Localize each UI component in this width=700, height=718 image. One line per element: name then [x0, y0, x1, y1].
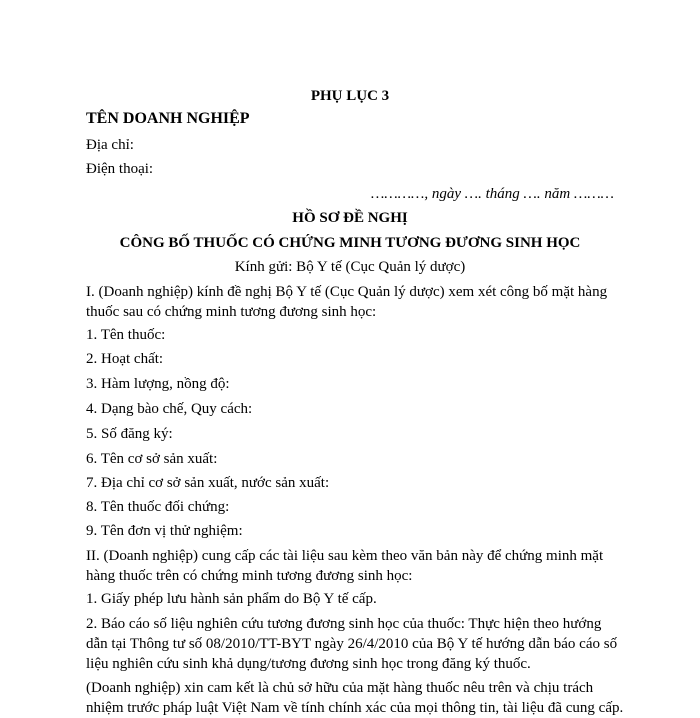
- list-item-testing-unit: 9. Tên đơn vị thử nghiệm:: [86, 523, 243, 539]
- list-item-manufacturer-address: 7. Địa chỉ cơ sở sản xuất, nước sản xuất:: [86, 475, 330, 491]
- phone-label: Điện thoại:: [86, 161, 154, 177]
- document-subtitle: CÔNG BỐ THUỐC CÓ CHỨNG MINH TƯƠNG ĐƯƠNG SINH HỌC: [119, 235, 581, 251]
- date-line: …………, ngày …. tháng …. năm ………: [371, 186, 614, 202]
- list-item-dosage-form: 4. Dạng bào chế, Quy cách:: [86, 401, 253, 417]
- list-item-drug-name: 1. Tên thuốc:: [86, 327, 166, 343]
- list-item-reference-drug: 8. Tên thuốc đối chứng:: [86, 499, 230, 515]
- company-name: TÊN DOANH NGHIỆP: [86, 110, 250, 127]
- list-item-strength: 3. Hàm lượng, nồng độ:: [86, 376, 230, 392]
- recipient-line: Kính gửi: Bộ Y tế (Cục Quản lý dược): [234, 259, 466, 275]
- list-item-report: 2. Báo cáo số liệu nghiên cứu tương đương sinh học của thuốc: Thực hiện theo hướng dẫn tại Thông tư số 08/2010/TT-BYT ngày 26/4/2010 của Bộ Y tế hướng dẫn báo cáo số liệu nghiên cứu sinh khả dụng/tương đương sinh học trong đăng ký thuốc.: [86, 616, 618, 672]
- annex-title: PHỤ LỤC 3: [310, 88, 390, 104]
- list-item-manufacturer: 6. Tên cơ sở sản xuất:: [86, 451, 218, 467]
- commitment-paragraph: (Doanh nghiệp) xin cam kết là chủ sở hữu của mặt hàng thuốc nêu trên và chịu trách nhiệm trước pháp luật Việt Nam về tính chính xác của mọi thông tin, tài liệu đã cung cấp.: [86, 680, 624, 716]
- section2-intro: II. (Doanh nghiệp) cung cấp các tài liệu sau kèm theo văn bản này để chứng minh mặt hàng thuốc trên có chứng minh tương đương sinh học:: [86, 548, 604, 584]
- document-title: HỒ SƠ ĐỀ NGHỊ: [292, 210, 408, 226]
- section1-intro: I. (Doanh nghiệp) kính đề nghị Bộ Y tế (Cục Quản lý dược) xem xét công bố mặt hàng thuốc sau có chứng minh tương đương sinh học:: [86, 284, 608, 320]
- list-item-registration-number: 5. Số đăng ký:: [86, 426, 173, 442]
- list-item-active-ingredient: 2. Hoạt chất:: [86, 351, 164, 367]
- list-item-license: 1. Giấy phép lưu hành sản phẩm do Bộ Y tế cấp.: [86, 591, 377, 607]
- address-label: Địa chỉ:: [86, 137, 134, 153]
